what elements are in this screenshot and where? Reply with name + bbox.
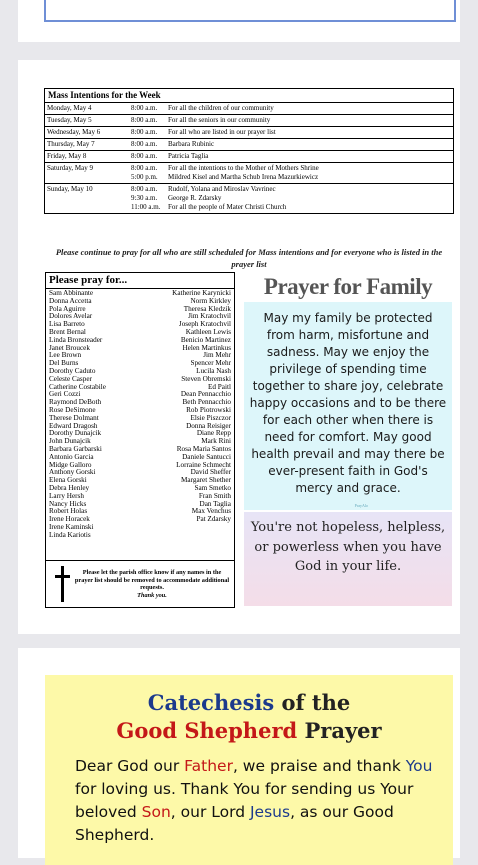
prayer-name: Lee Brown bbox=[49, 351, 82, 360]
mass-intention: Patricia Taglia bbox=[168, 152, 209, 160]
prayer-list-left-column bbox=[49, 290, 140, 540]
mass-row bbox=[45, 115, 453, 127]
prayer-name: Pola Aguirre bbox=[49, 304, 86, 313]
prayer-name: Midge Galloro bbox=[49, 460, 92, 469]
title-of-the: of the bbox=[274, 690, 351, 715]
mass-intention: Barbara Rubinic bbox=[168, 140, 215, 148]
prayer-name: Brent Bernal bbox=[49, 327, 86, 336]
catechesis-prayer-text bbox=[45, 745, 453, 847]
mass-intention: Rudolf, Yolana and Miroslav Vavrinec bbox=[168, 185, 276, 193]
mass-time: 8:00 a.m. bbox=[131, 164, 158, 172]
prayer-list-names bbox=[46, 289, 234, 540]
prayer-name: Max Venchus bbox=[191, 507, 231, 516]
prayer-name: Raymond DeBoth bbox=[49, 398, 102, 407]
mass-time: 8:00 a.m. bbox=[131, 116, 158, 124]
prayer-name: Dolores Avelar bbox=[49, 312, 93, 321]
prayer-credit: PrayAlo bbox=[354, 503, 368, 508]
prayer-name: Lucila Nash bbox=[196, 366, 231, 375]
prayer-name: Edward Dragosh bbox=[49, 421, 98, 430]
prayer-name: Robert Holas bbox=[49, 507, 88, 516]
prayer-name: Irene Kaminski bbox=[49, 522, 94, 531]
mass-intentions bbox=[168, 140, 451, 149]
mass-intentions bbox=[168, 104, 451, 113]
prayer-name: Sam Smetko bbox=[194, 483, 231, 492]
prayer-name: Antonio Garcia bbox=[49, 452, 94, 461]
prayer-name: Norm Kirkley bbox=[190, 296, 231, 305]
continue-note: Please continue to pray for all who are still scheduled for Mass intentions and for everyone who is listed in the prayer list bbox=[55, 247, 443, 269]
mass-day: Tuesday, May 5 bbox=[47, 116, 92, 124]
title-good-shepherd: Good Shepherd bbox=[116, 718, 298, 743]
mass-intentions-title: Mass Intentions for the Week bbox=[45, 89, 453, 103]
mass-times bbox=[131, 185, 168, 212]
mass-time: 8:00 a.m. bbox=[131, 104, 158, 112]
prayer-for-family-text: May my family be protected from harm, misfortune and sadness. May we enjoy the privilege of spending time together to share joy, celebrate happy occasions and to be there for each other when there is need for comfort. May good health prevail and may there be ever-present faith in God's mercy and grace. bbox=[249, 311, 447, 495]
prayer-list-box bbox=[45, 272, 235, 608]
mass-times bbox=[131, 116, 168, 125]
prayer-name: Rosa Maria Santos bbox=[176, 444, 231, 453]
mass-intention: For all the children of our community bbox=[168, 104, 274, 112]
mass-times bbox=[131, 164, 168, 182]
prayer-part: , we praise and thank bbox=[232, 757, 406, 775]
prayer-name: Linda Kariotis bbox=[49, 530, 91, 539]
prayer-name: Nancy Hicks bbox=[49, 499, 87, 508]
prayer-word-jesus: Jesus bbox=[249, 803, 291, 821]
cross-icon bbox=[52, 564, 74, 604]
mass-intention: For all who are listed in our prayer list bbox=[168, 128, 276, 136]
prayer-name: David Sheffer bbox=[190, 468, 231, 477]
prayer-part: for loving us. Thank You for sending us Your beloved bbox=[75, 780, 414, 821]
prayer-name: Spencer Mehr bbox=[190, 359, 231, 368]
mass-rows bbox=[45, 103, 453, 213]
mass-time: 9:30 a.m. bbox=[131, 194, 158, 202]
bordered-box bbox=[44, 0, 456, 22]
prayer-name: Beth Pennacchio bbox=[182, 398, 231, 407]
prayer-name: John Dunajcik bbox=[49, 437, 91, 446]
prayer-list-footer bbox=[46, 560, 234, 607]
mass-times bbox=[131, 104, 168, 113]
catechesis-title bbox=[45, 675, 453, 745]
mass-intention: Mildred Kisel and Martha Schub Irena Mazurkiewicz bbox=[168, 173, 319, 181]
title-catechesis: Catechesis bbox=[147, 690, 275, 715]
mass-row bbox=[45, 103, 453, 115]
prayer-name: Dan Taglia bbox=[199, 499, 231, 508]
prayer-name: Barbara Garbarski bbox=[49, 444, 102, 453]
catechesis-prayer-card bbox=[45, 675, 453, 865]
prayer-name: Celeste Casper bbox=[49, 374, 92, 383]
mass-day: Monday, May 4 bbox=[47, 104, 92, 112]
mass-intentions bbox=[168, 128, 451, 137]
mass-time: 8:00 a.m. bbox=[131, 128, 158, 136]
prayer-name: Jim Mehr bbox=[203, 351, 231, 360]
mass-intention: For all the seniors in our community bbox=[168, 116, 271, 124]
prayer-list-right-column bbox=[140, 290, 231, 540]
prayer-name: Jim Kratochvil bbox=[188, 312, 231, 321]
prayer-name: Sam Abbinante bbox=[49, 289, 94, 297]
prayer-name: Dorothy Dunajcik bbox=[49, 429, 102, 438]
prayer-name: Daniele Santucci bbox=[182, 452, 231, 461]
prayer-name: Katherine Karynicki bbox=[172, 289, 231, 297]
prayer-part: Dear God our bbox=[75, 757, 185, 775]
prayer-word-father: Father bbox=[184, 757, 233, 775]
prayer-name: Steven Obremski bbox=[181, 374, 231, 383]
mass-intention: For all the people of Mater Christi Church bbox=[168, 203, 287, 211]
prayer-name: Mark Rini bbox=[201, 437, 231, 446]
mass-day: Sunday, May 10 bbox=[47, 185, 93, 193]
mass-intentions bbox=[168, 164, 451, 182]
prayer-name: Donna Reisiger bbox=[186, 421, 231, 430]
title-prayer: Prayer bbox=[297, 718, 382, 743]
mass-row bbox=[45, 139, 453, 151]
prayer-name: Rose DeSimone bbox=[49, 405, 96, 414]
mass-intentions-table bbox=[44, 88, 454, 214]
mass-intentions bbox=[168, 116, 451, 125]
prayer-for-family-title: Prayer for Family bbox=[244, 272, 452, 302]
mass-times bbox=[131, 140, 168, 149]
prayer-name: Janet Broucek bbox=[49, 343, 90, 352]
prayer-name: Irene Horacek bbox=[49, 515, 90, 524]
mass-time: 11:00 a.m. bbox=[131, 203, 161, 211]
mass-intentions bbox=[168, 185, 451, 212]
mass-row bbox=[45, 151, 453, 163]
prayer-name: Ed Paitl bbox=[208, 382, 231, 391]
prayer-part: , our Lord bbox=[170, 803, 250, 821]
mass-times bbox=[131, 128, 168, 137]
mass-time: 8:00 a.m. bbox=[131, 140, 158, 148]
prayer-name: Benicio Martinez bbox=[180, 335, 231, 344]
mass-times bbox=[131, 152, 168, 161]
mass-row bbox=[45, 163, 453, 184]
prayer-name: Elena Gorski bbox=[49, 476, 87, 485]
prayer-name: Debra Henley bbox=[49, 483, 90, 492]
prayer-name: Dean Pennacchio bbox=[180, 390, 231, 399]
prayer-name: Therese Dolmant bbox=[49, 413, 99, 422]
prayer-name: Lisa Barreto bbox=[49, 320, 85, 329]
thank-you-text: Thank you. bbox=[137, 591, 167, 599]
mass-time: 8:00 a.m. bbox=[131, 185, 158, 193]
prayer-name: Elsie Piszczor bbox=[190, 413, 231, 422]
prayer-name: Del Burns bbox=[49, 359, 79, 368]
mass-day: Friday, May 8 bbox=[47, 152, 87, 160]
hope-quote: You're not hopeless, helpless, or powerless when you have God in your life. bbox=[244, 512, 452, 606]
prayer-name: Donna Accetta bbox=[49, 296, 92, 305]
mass-intention: George R. Zdarsky bbox=[168, 194, 222, 202]
prayer-name: Kathleen Lewis bbox=[185, 327, 231, 336]
prayer-word-you: You bbox=[405, 757, 433, 775]
mass-row bbox=[45, 184, 453, 213]
prayer-list-title: Please pray for... bbox=[46, 273, 234, 289]
mass-time: 5:00 p.m. bbox=[131, 173, 158, 181]
prayer-list-note bbox=[74, 569, 234, 599]
prayer-name: Dorothy Caduto bbox=[49, 366, 96, 375]
mass-intention: For all the intentions to the Mother of Mothers Shrine bbox=[168, 164, 319, 172]
prayer-name: Lorraine Schmecht bbox=[176, 460, 231, 469]
prayer-name: Margaret Shether bbox=[181, 476, 231, 485]
mass-intentions bbox=[168, 152, 451, 161]
prayer-name: Larry Hersh bbox=[49, 491, 84, 500]
catechesis-page bbox=[18, 648, 460, 858]
mass-row bbox=[45, 127, 453, 139]
prayer-list-note-text: Please let the parish office know if any names in the prayer list should be removed to accommodate additional requests. bbox=[74, 569, 230, 591]
prayer-name: Theresa Kledzik bbox=[183, 304, 231, 313]
mass-day: Thursday, May 7 bbox=[47, 140, 95, 148]
mass-time: 8:00 a.m. bbox=[131, 152, 158, 160]
prayer-name: Anthony Gorski bbox=[49, 468, 96, 477]
prayer-name: Fran Smith bbox=[198, 491, 231, 500]
bulletin-page bbox=[18, 60, 460, 634]
mass-day: Wednesday, May 6 bbox=[47, 128, 101, 136]
prayer-name: Catherine Costabile bbox=[49, 382, 106, 391]
prayer-name: Joseph Kratochvil bbox=[178, 320, 231, 329]
prayer-name: Geri Cozzi bbox=[49, 390, 81, 399]
prayer-part: , as our Good Shepherd. bbox=[75, 803, 394, 844]
prayer-name: Rob Piotrowski bbox=[186, 405, 231, 414]
prayer-word-son: Son bbox=[141, 803, 171, 821]
prayer-name: Diane Repp bbox=[196, 429, 231, 438]
prayer-for-family-card bbox=[244, 272, 452, 510]
top-card bbox=[18, 0, 460, 42]
mass-day: Saturday, May 9 bbox=[47, 164, 94, 172]
prayer-name: Linda Bronsteader bbox=[49, 335, 103, 344]
prayer-name: Pat Zdarsky bbox=[196, 515, 231, 524]
prayer-name: Helen Martinkus bbox=[182, 343, 231, 352]
